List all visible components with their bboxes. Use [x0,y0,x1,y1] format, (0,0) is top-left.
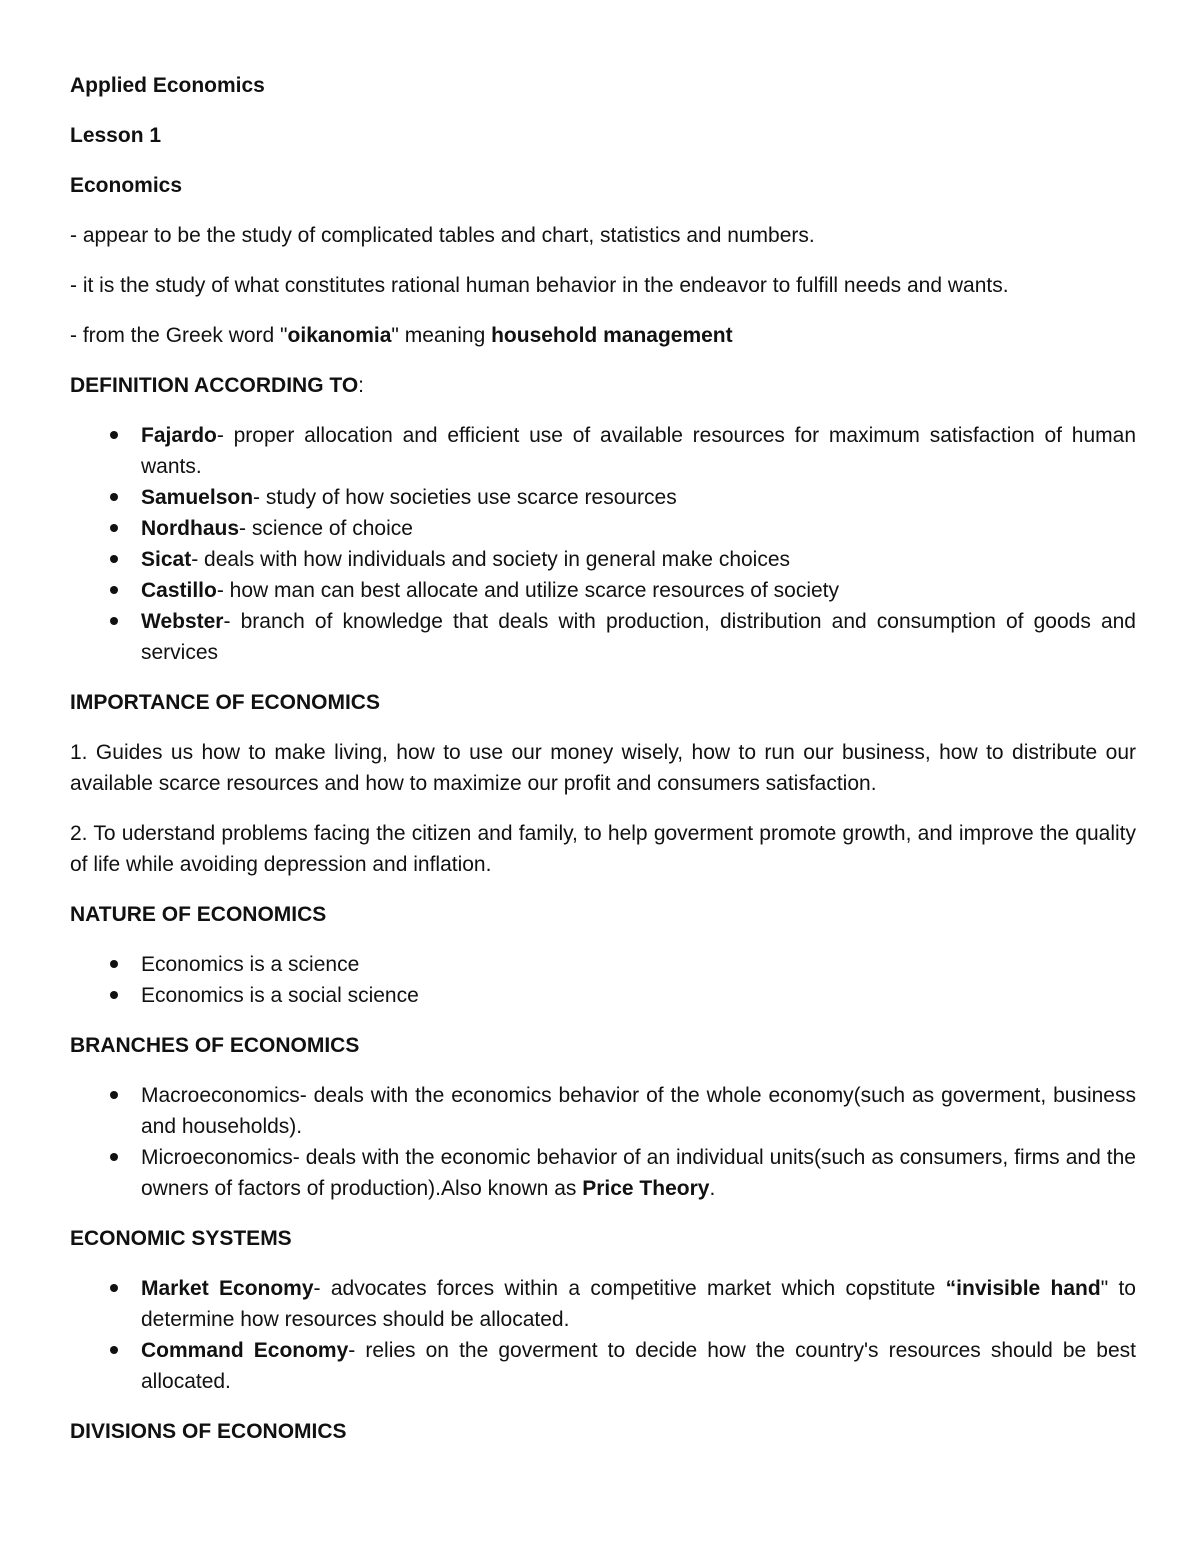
bullet-icon [110,991,118,999]
bullet-icon [110,555,118,563]
branches-heading: BRANCHES OF ECONOMICS [70,1034,360,1057]
branches-list [70,1080,1136,1204]
definitions-heading-text: DEFINITION ACCORDING TO [70,374,359,397]
intro-line-2: - it is the study of what constitutes rational human behavior in the endeavor to fulfill needs and wants. [70,274,1009,297]
bullet-icon [110,431,118,439]
definition-text: - branch of knowledge that deals with production, distribution and consumption of goods and services [141,610,1136,664]
importance-item-1: 1. Guides us how to make living, how to use our money wisely, how to run our business, how to distribute our available scarce resources and how to maximize our profit and consumers satisfaction. [70,741,1136,795]
branch-text: Macroeconomics- deals with the economics behavior of the whole economy(such as goverment, business and households). [141,1084,1136,1138]
nature-heading: NATURE OF ECONOMICS [70,903,327,926]
price-theory-term: Price Theory [582,1177,710,1200]
nature-item [70,949,1136,980]
bullet-icon [110,617,118,625]
definition-item [70,513,1136,544]
nature-text: Economics is a social science [141,984,419,1007]
definition-item [70,420,1136,482]
definition-author: Castillo [141,579,217,602]
greek-word: oikanomia [287,324,392,347]
system-item-command [70,1335,1136,1397]
system-text: - relies on the goverment to decide how the country's resources should be best allocated. [141,1339,1136,1393]
definition-author: Nordhaus [141,517,240,540]
systems-list [70,1273,1136,1397]
definition-author: Fajardo [141,424,217,447]
greek-meaning: household management [491,324,733,347]
definition-text: - science of choice [239,517,413,540]
invisible-hand-term: “invisible hand [945,1277,1101,1300]
definition-item [70,575,1136,606]
branch-text-end: . [709,1177,716,1200]
definition-author: Sicat [141,548,192,571]
bullet-icon [110,493,118,501]
intro-line-1: - appear to be the study of complicated tables and chart, statistics and numbers. [70,224,815,247]
branch-item-macro [70,1080,1136,1142]
systems-heading: ECONOMIC SYSTEMS [70,1227,292,1250]
definitions-colon: : [358,374,365,397]
system-name: Command Economy [141,1339,349,1362]
branch-text: Microeconomics- deals with the economic behavior of an individual units(such as consumers, firms and the owners of factors of production).Also known as [141,1146,1136,1200]
importance-item-2: 2. To uderstand problems facing the citizen and family, to help goverment promote growth, and improve the quality of life while avoiding depression and inflation. [70,822,1136,876]
lesson-label: Lesson 1 [70,124,162,147]
greek-origin-line [70,320,1136,351]
greek-middle: " meaning [391,324,492,347]
definition-item [70,606,1136,668]
branch-item-micro [70,1142,1136,1204]
greek-prefix: - from the Greek word " [70,324,288,347]
bullet-icon [110,1153,118,1161]
definition-author: Webster [141,610,224,633]
definition-text: - how man can best allocate and utilize scarce resources of society [216,579,839,602]
definitions-heading [70,370,1136,401]
bullet-icon [110,586,118,594]
topic-heading: Economics [70,174,183,197]
bullet-icon [110,524,118,532]
definition-item [70,544,1136,575]
nature-item [70,980,1136,1011]
bullet-icon [110,1346,118,1354]
definition-text: - proper allocation and efficient use of available resources for maximum satisfaction of human wants. [141,424,1136,478]
system-text: - advocates forces within a competitive market which copstitute [313,1277,946,1300]
system-item-market [70,1273,1136,1335]
definition-text: - deals with how individuals and society in general make choices [191,548,791,571]
system-name: Market Economy [141,1277,314,1300]
nature-text: Economics is a science [141,953,360,976]
system-text-end: " to determine how resources should be allocated. [141,1277,1136,1331]
definitions-list [70,420,1136,668]
definition-item [70,482,1136,513]
importance-heading: IMPORTANCE OF ECONOMICS [70,691,380,714]
definition-author: Samuelson [141,486,254,509]
bullet-icon [110,1091,118,1099]
divisions-heading: DIVISIONS OF ECONOMICS [70,1420,347,1443]
bullet-icon [110,960,118,968]
document-title: Applied Economics [70,74,265,97]
definition-text: - study of how societies use scarce resources [253,486,677,509]
nature-list [70,949,1136,1011]
bullet-icon [110,1284,118,1292]
